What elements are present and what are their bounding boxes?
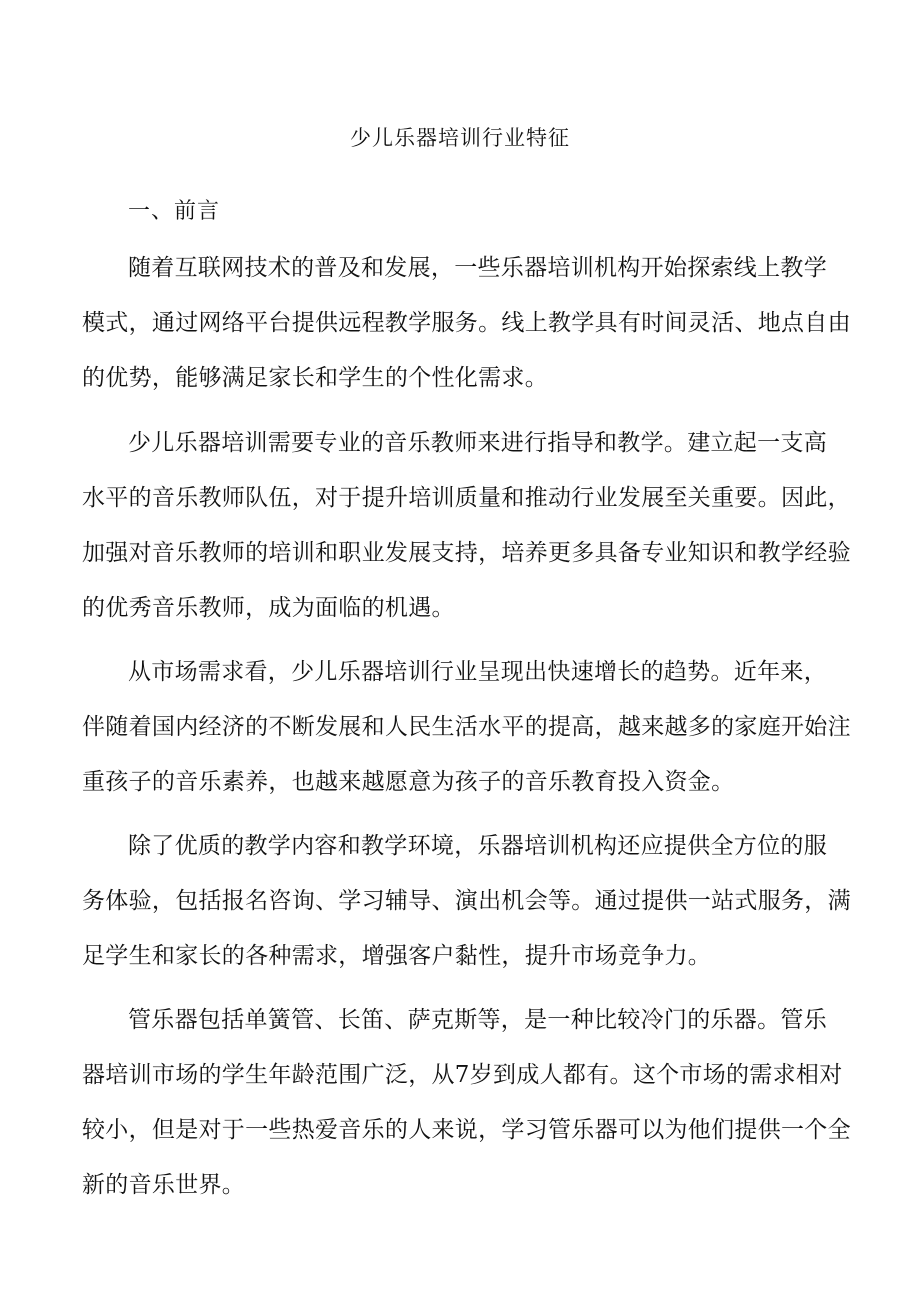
paragraph-line: 除了优质的教学内容和教学环境，乐器培训机构还应提供全方位的服 [128,833,827,859]
section-heading: 一、前言 [128,199,221,224]
paragraph-line: 模式，通过网络平台提供远程教学服务。线上教学具有时间灵活、地点自由 [82,310,851,336]
paragraph-line: 加强对音乐教师的培训和职业发展支持，培养更多具备专业知识和教学经验 [82,540,851,566]
paragraph-line: 伴随着国内经济的不断发展和人民生活水平的提高，越来越多的家庭开始注 [82,714,851,740]
paragraph-line: 少儿乐器培训需要专业的音乐教师来进行指导和教学。建立起一支高 [128,430,827,456]
paragraph-line: 器培训市场的学生年龄范围广泛，从7岁到成人都有。这个市场的需求相对 [82,1062,843,1088]
paragraph-line: 足学生和家长的各种需求，增强客户黏性，提升市场竞争力。 [82,943,712,969]
paragraph-line: 务体验，包括报名咨询、学习辅导、演出机会等。通过提供一站式服务，满 [82,888,851,914]
paragraph-line: 重孩子的音乐素养，也越来越愿意为孩子的音乐教育投入资金。 [82,769,735,795]
paragraph-line: 较小，但是对于一些热爱音乐的人来说，学习管乐器可以为他们提供一个全 [82,1117,851,1143]
paragraph-line: 管乐器包括单簧管、长笛、萨克斯等，是一种比较冷门的乐器。管乐 [128,1007,827,1033]
paragraph-line: 从市场需求看，少儿乐器培训行业呈现出快速增长的趋势。近年来， [128,659,827,685]
paragraph-line: 的优势，能够满足家长和学生的个性化需求。 [82,365,548,391]
paragraph-line: 随着互联网技术的普及和发展，一些乐器培训机构开始探索线上教学 [128,255,827,281]
paragraph-line: 的优秀音乐教师，成为面临的机遇。 [82,595,455,621]
document-title: 少儿乐器培训行业特征 [350,126,570,150]
paragraph-line: 新的音乐世界。 [82,1172,246,1198]
paragraph-line: 水平的音乐教师队伍，对于提升培训质量和推动行业发展至关重要。因此， [82,485,851,511]
